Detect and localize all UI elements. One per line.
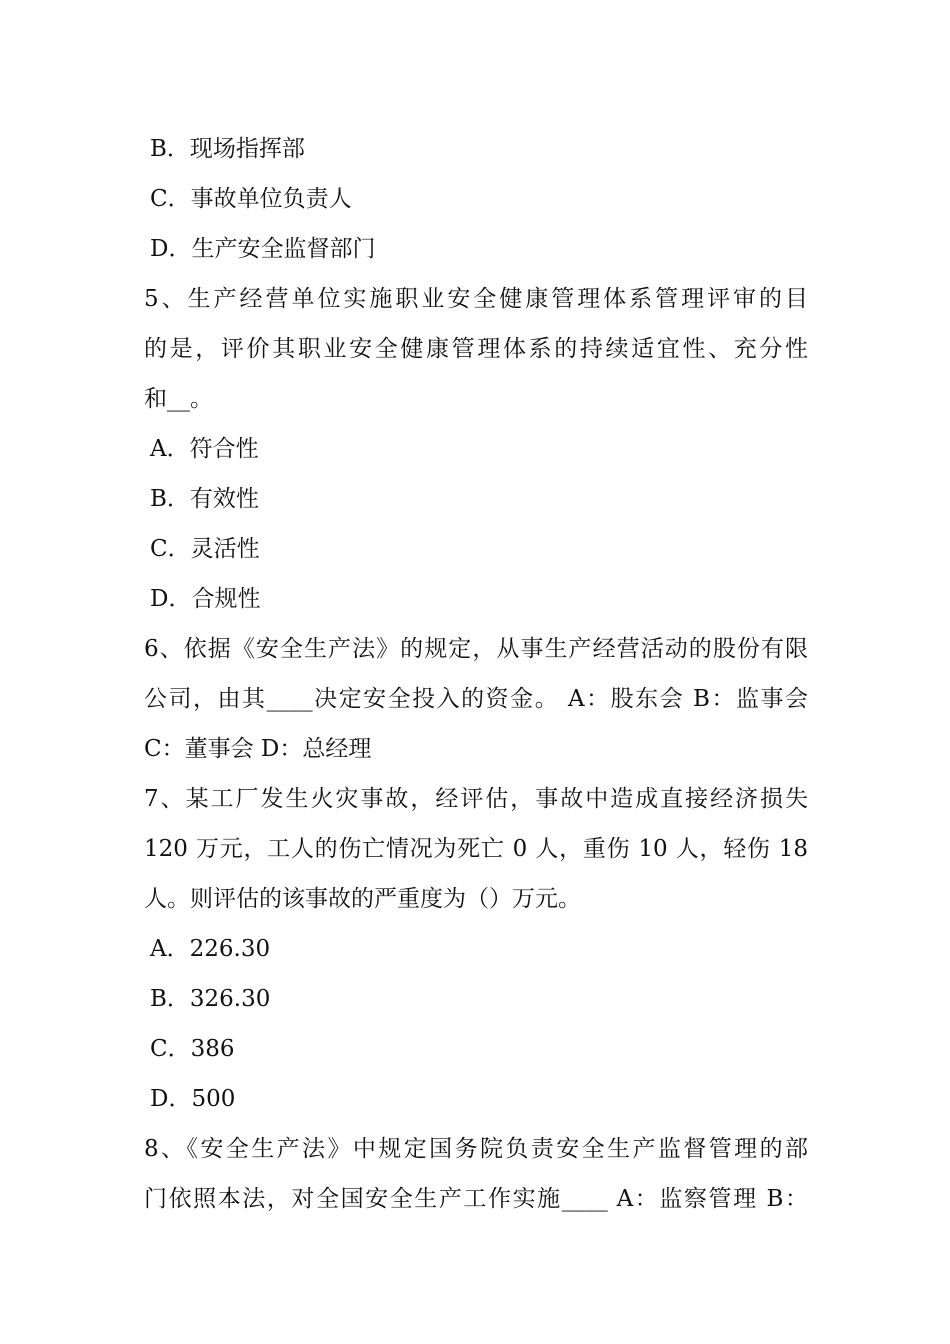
option-line: D．500 (150, 1086, 236, 1112)
question-line: 公司，由其____决定安全投入的资金。 A：股东会 B：监事会 (144, 686, 808, 712)
question-line: 门依照本法，对全国安全生产工作实施____ A：监察管理 B： (144, 1186, 808, 1212)
option-line: B．326.30 (150, 986, 271, 1012)
question-line: 8、《安全生产法》中规定国务院负责安全生产监督管理的部 (144, 1136, 808, 1162)
question-line: 的是，评价其职业安全健康管理体系的持续适宜性、充分性 (144, 336, 808, 362)
question-line: 5、生产经营单位实施职业安全健康管理体系管理评审的目 (144, 286, 808, 312)
option-line: A．符合性 (150, 436, 259, 462)
option-line: D．生产安全监督部门 (150, 236, 376, 262)
question-line: 7、某工厂发生火灾事故，经评估，事故中造成直接经济损失 (144, 786, 808, 812)
question-line: 和__。 (144, 386, 213, 412)
option-line: A．226.30 (150, 936, 271, 962)
question-line: 人。则评估的该事故的严重度为（）万元。 (144, 886, 581, 912)
option-line: D．合规性 (150, 586, 261, 612)
document-body (144, 124, 808, 1224)
question-line: 120 万元，工人的伤亡情况为死亡 0 人，重伤 10 人，轻伤 18 (144, 836, 808, 862)
question-line: 6、依据《安全生产法》的规定，从事生产经营活动的股份有限 (144, 636, 808, 662)
option-line: B．有效性 (150, 486, 259, 512)
option-line: B．现场指挥部 (150, 136, 305, 162)
question-line: C：董事会 D：总经理 (144, 736, 372, 762)
option-line: C．事故单位负责人 (150, 186, 352, 212)
option-line: C．灵活性 (150, 536, 260, 562)
option-line: C．386 (150, 1036, 235, 1062)
